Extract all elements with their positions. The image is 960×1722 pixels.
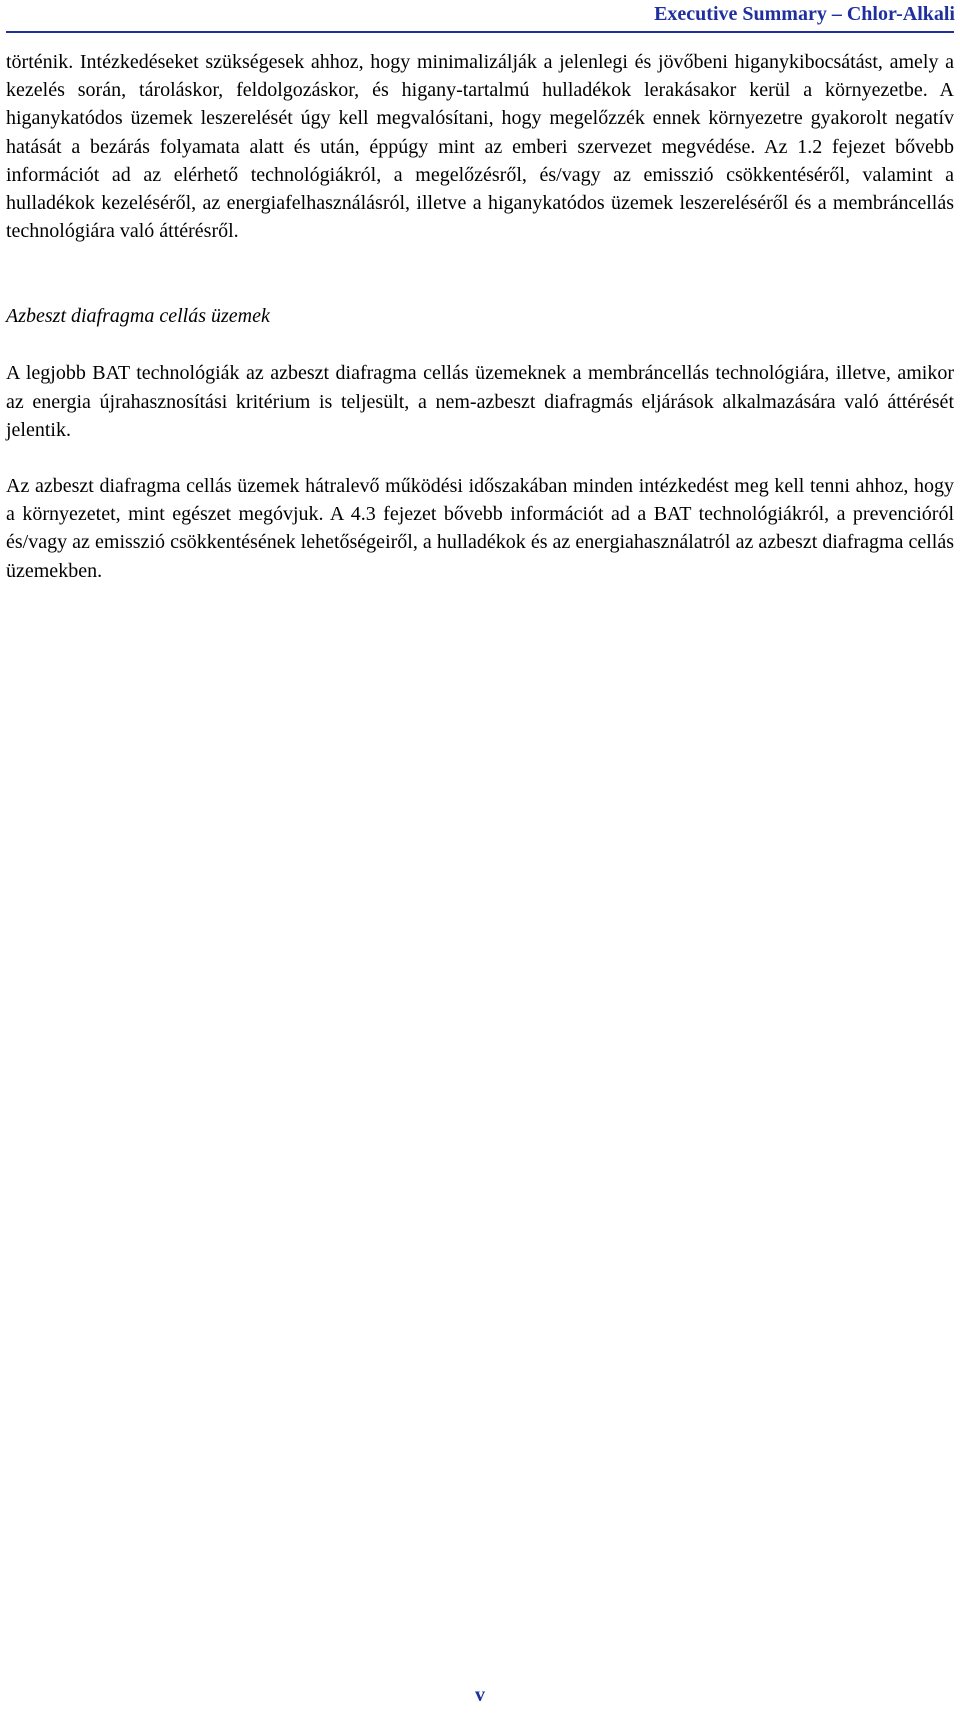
header-rule [6, 31, 954, 33]
body-paragraph: Az azbeszt diafragma cellás üzemek hátralevő működési időszakában minden intézkedést meg kell tenni ahhoz, hogy a környezetet, mint egészet megóvjuk. A 4.3 fejezet bővebb információt ad a BAT technológiákról, a prevencióról és/vagy az emisszió csökkentésének lehetőségeiről, a hulladékok és az energiahasználatról az azbeszt diafragma cellás üzemekben. [6, 475, 954, 582]
document-title: Executive Summary – Chlor-Alkali [654, 3, 955, 25]
body-paragraph: történik. Intézkedéseket szükségesek ahhoz, hogy minimalizálják a jelenlegi és jövőbeni higanykibocsátást, amely a kezelés során, tároláskor, feldolgozáskor, és higany-tartalmú hulladékok lerakásakor kerül a környezetbe. A higanykatódos üzemek leszerelését úgy kell megvalósítani, hogy megelőzzék ennek környezetre gyakorolt negatív hatását a bezárás folyamata alatt és után, éppúgy mint az emberi szervezet megvédése. Az 1.2 fejezet bővebb információt ad az elérhető technológiákról, a megelőzésről, és/vagy az emisszió csökkentéséről, valamint a hulladékok kezeléséről, az energiafelhasználásról, illetve a higanykatódos üzemek leszereléséről és a membráncellás technológiára való áttérésről. [6, 51, 954, 243]
page-number: v [475, 1684, 485, 1706]
document-body [6, 48, 954, 585]
page-header [0, 0, 960, 34]
section-heading: Azbeszt diafragma cellás üzemek [6, 305, 270, 328]
body-paragraph: A legjobb BAT technológiák az azbeszt diafragma cellás üzemeknek a membráncellás technológiára, illetve, amikor az energia újrahasznosítási kritérium is teljesült, a nem-azbeszt diafragmás eljárások alkalmazására való áttérését jelentik. [6, 362, 954, 441]
